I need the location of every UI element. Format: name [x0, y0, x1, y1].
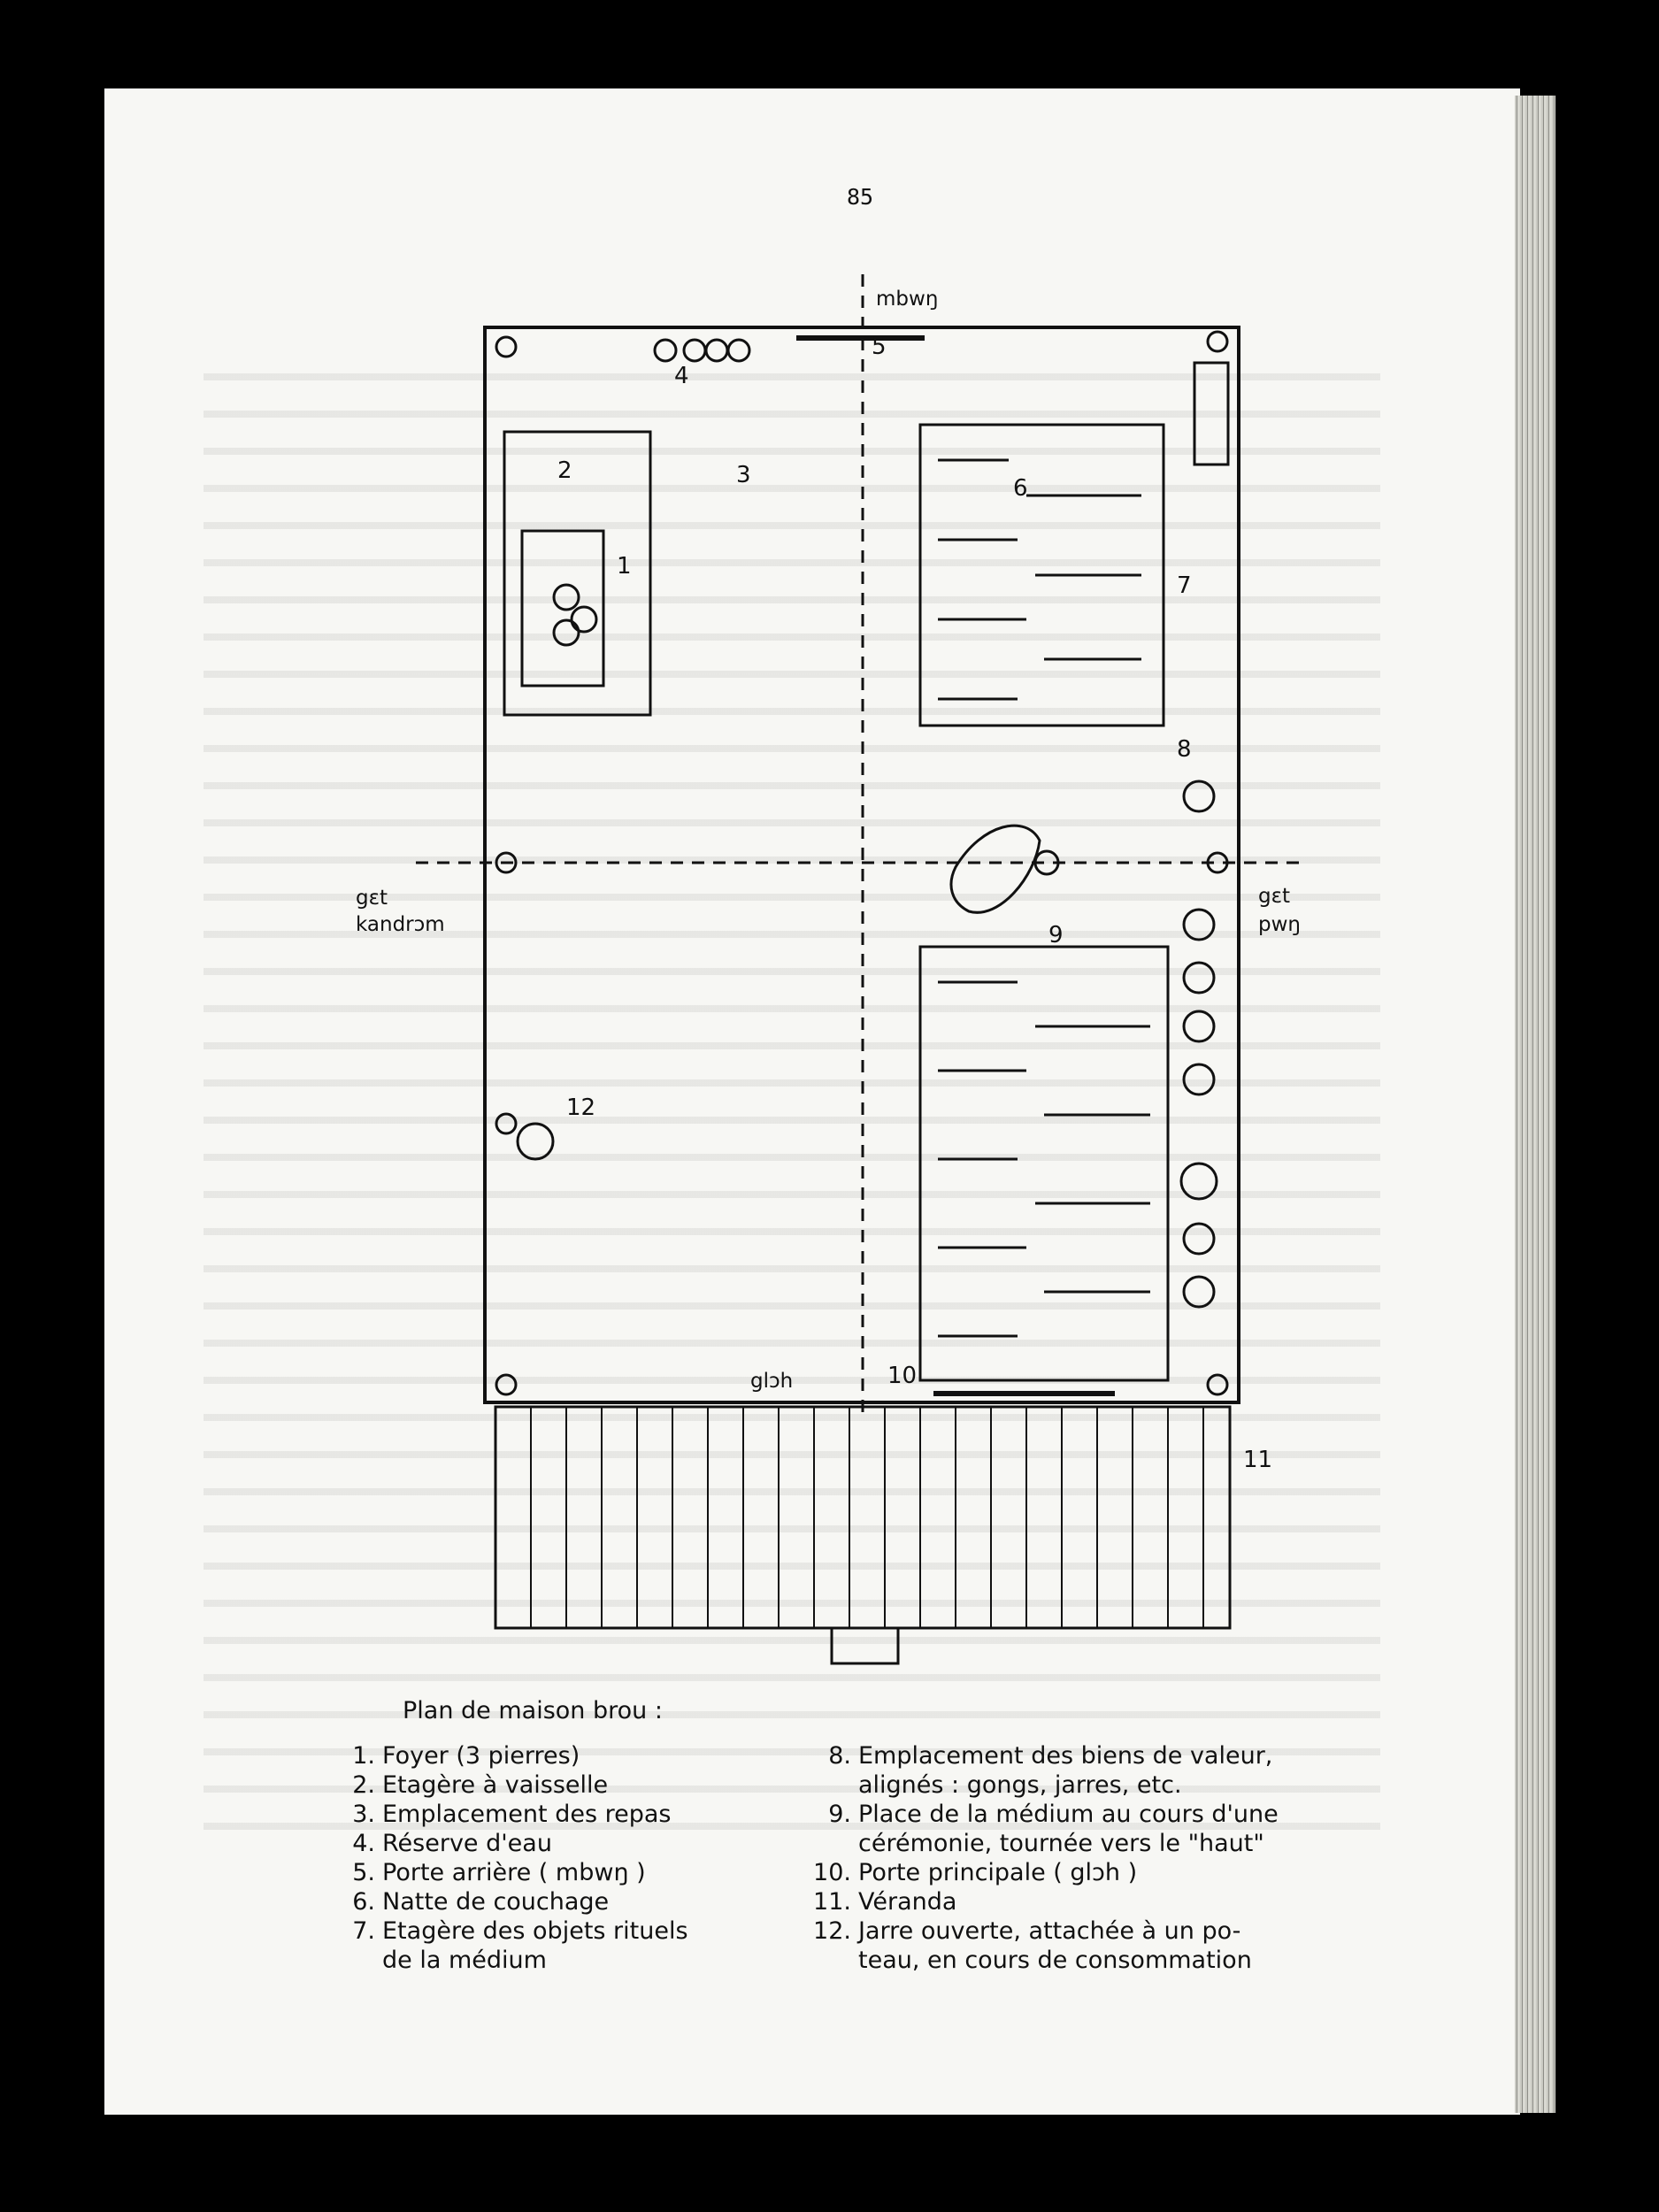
legend-number: 1.: [352, 1742, 375, 1770]
area-number: 12: [566, 1094, 596, 1121]
legend-text: Porte principale ( glɔh ): [858, 1859, 1138, 1886]
medium-figure: [951, 826, 1040, 912]
sleeping-mat: [920, 947, 1168, 1380]
legend-text: cérémonie, tournée vers le "haut": [858, 1830, 1264, 1857]
legend-item: [336, 1916, 688, 1946]
ritual-shelf: [1194, 363, 1228, 465]
post: [1208, 1375, 1227, 1394]
area-number: 1: [617, 553, 632, 580]
veranda: [495, 1407, 1230, 1628]
post: [496, 337, 516, 357]
legend-text: Jarre ouverte, attachée à un po-: [858, 1917, 1241, 1945]
legend-text: de la médium: [382, 1947, 547, 1974]
legend-item: [336, 1887, 688, 1916]
area-number: 6: [1013, 475, 1028, 502]
legend-item: [336, 1800, 688, 1829]
gong: [1184, 910, 1214, 940]
legend-number: 3.: [352, 1801, 375, 1828]
legend-item: [812, 1916, 1279, 1946]
hearth-stone: [554, 620, 579, 645]
legend-item: [336, 1829, 688, 1858]
post: [496, 1375, 516, 1394]
gong: [1184, 1064, 1214, 1094]
legend-number: 6.: [352, 1888, 375, 1916]
gong: [1184, 1277, 1214, 1307]
area-number: 11: [1243, 1447, 1273, 1473]
water-jar: [684, 340, 705, 361]
area-number: 3: [736, 462, 751, 488]
legend-item: [812, 1741, 1279, 1770]
legend-number: 5.: [352, 1859, 375, 1886]
steps: [832, 1628, 898, 1663]
label-left-2: kandrɔm: [356, 913, 445, 936]
legend-item: [812, 1800, 1279, 1829]
label-right-1: gɛt: [1258, 885, 1291, 908]
label-right-2: pwŋ: [1258, 913, 1301, 936]
area-number: 7: [1177, 572, 1192, 599]
area-number: 10: [887, 1363, 918, 1389]
legend-text: Etagère à vaisselle: [382, 1771, 609, 1799]
water-jar: [655, 340, 676, 361]
legend-item: [812, 1946, 1279, 1975]
area-number: 2: [557, 457, 572, 484]
post: [496, 1114, 516, 1133]
legend-item: [812, 1858, 1279, 1887]
legend-number: 12.: [813, 1917, 851, 1945]
legend-number: 4.: [352, 1830, 375, 1857]
legend-right: [812, 1741, 1279, 1975]
legend-left: [336, 1741, 688, 1975]
legend-text: Natte de couchage: [382, 1888, 610, 1916]
page-number: 85: [847, 184, 874, 210]
label-left-1: gɛt: [356, 887, 388, 910]
legend-item: [336, 1858, 688, 1887]
legend-text: teau, en cours de consommation: [858, 1947, 1252, 1974]
legend-number: 11.: [813, 1888, 851, 1916]
area-number: 4: [674, 363, 689, 389]
legend-item: [336, 1946, 688, 1975]
legend-item: [812, 1887, 1279, 1916]
legend-item: [812, 1829, 1279, 1858]
legend-text: Foyer (3 pierres): [382, 1742, 580, 1770]
hearth-stone: [554, 585, 579, 610]
figure-caption: Plan de maison brou :: [403, 1697, 663, 1724]
legend-number: 9.: [828, 1801, 851, 1828]
legend-number: 8.: [828, 1742, 851, 1770]
hearth-stone: [572, 607, 596, 632]
legend-text: Porte arrière ( mbwŋ ): [382, 1859, 646, 1886]
area-number: 5: [872, 334, 887, 360]
post: [1208, 332, 1227, 351]
area-number: 8: [1177, 736, 1192, 763]
legend-text: alignés : gongs, jarres, etc.: [858, 1771, 1182, 1799]
legend-text: Place de la médium au cours d'une: [858, 1801, 1279, 1828]
legend-number: 2.: [352, 1771, 375, 1799]
area-number: 9: [1048, 922, 1064, 949]
gong: [1184, 1224, 1214, 1254]
legend-text: Réserve d'eau: [382, 1830, 552, 1857]
gong: [1181, 1164, 1217, 1199]
legend-text: Véranda: [858, 1888, 957, 1916]
open-jar: [518, 1124, 553, 1159]
gong: [1184, 781, 1214, 811]
legend-item: [812, 1770, 1279, 1800]
legend-number: 10.: [813, 1859, 851, 1886]
legend-item: [336, 1741, 688, 1770]
legend-item: [336, 1770, 688, 1800]
gong: [1184, 963, 1214, 993]
water-jar: [706, 340, 727, 361]
label-top: mbwŋ: [876, 288, 939, 311]
legend-text: Emplacement des repas: [382, 1801, 672, 1828]
legend-number: 7.: [352, 1917, 375, 1945]
water-jar: [728, 340, 749, 361]
legend-text: Emplacement des biens de valeur,: [858, 1742, 1273, 1770]
label-bottom: glɔh: [750, 1370, 794, 1393]
gong: [1184, 1011, 1214, 1041]
legend-text: Etagère des objets rituels: [382, 1917, 688, 1945]
